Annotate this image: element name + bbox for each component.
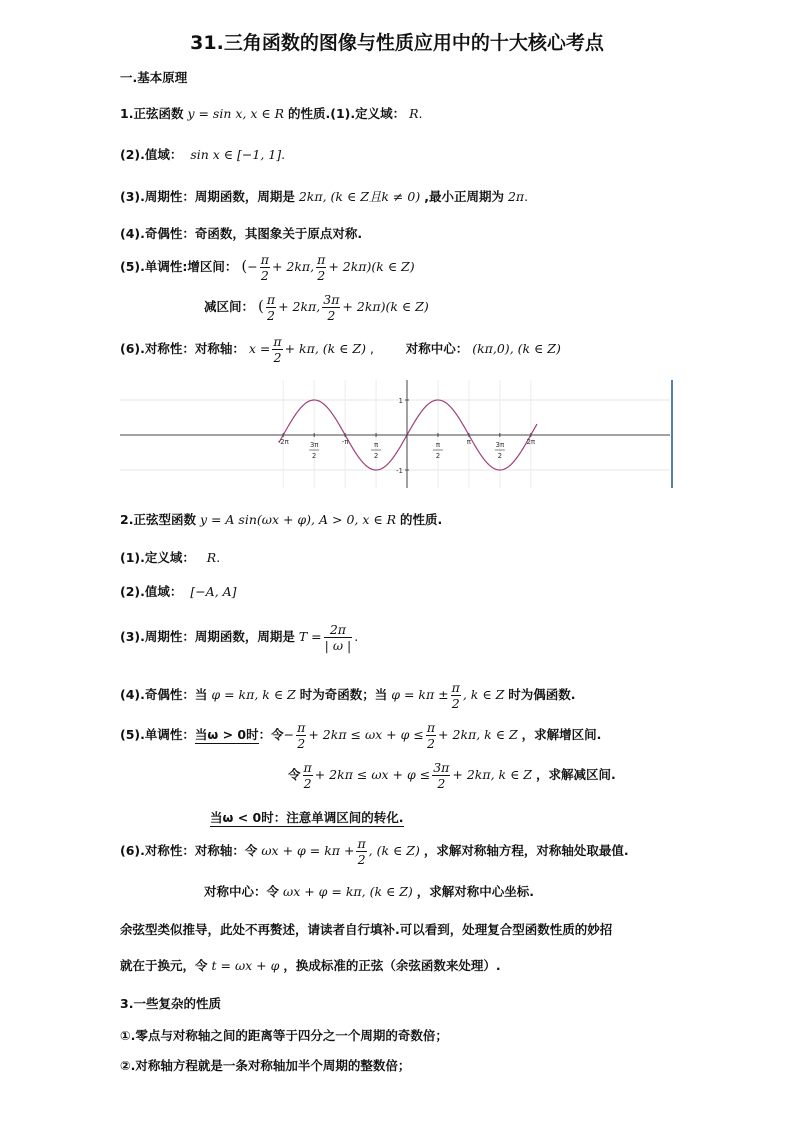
period-mark: .	[354, 629, 359, 644]
item-text: 时为偶函数.	[508, 687, 576, 702]
item-label: (6).对称性：对称轴：	[120, 341, 245, 356]
item-text: 的性质.	[400, 512, 443, 527]
item-label: (4).奇偶性：当	[120, 687, 208, 702]
list-item: ②.对称轴方程就是一条对称轴加半个周期的整数倍；	[120, 1058, 411, 1073]
x-tick-label: 2	[435, 452, 441, 460]
line-range-2	[120, 582, 237, 600]
item-text: ，求解减区间.	[535, 767, 616, 782]
period-mark: .	[281, 147, 286, 162]
list-item: ①.零点与对称轴之间的距离等于四分之一个周期的奇数倍；	[120, 1028, 448, 1043]
line-monotonic-increase: (5).单调性:增区间： (− $\frac{\pi}{2}$ + 2kπ, $\frac{\pi}{2}$ + 2kπ)(k ∈ Z)	[120, 252, 415, 283]
paragraph-line-2	[120, 956, 501, 974]
x-tick-label: π	[435, 441, 441, 449]
formula: (kπ,0), (k ∈ Z)	[472, 341, 561, 356]
line-sinusoid-properties	[120, 510, 442, 528]
formula: φ = kπ, k ∈ Z	[211, 687, 296, 702]
formula: φ = kπ ±	[391, 687, 449, 702]
formula: 2π	[507, 189, 525, 204]
x-tick-label: 2π	[526, 438, 536, 446]
fraction: $\frac{\pi}{2}$	[260, 252, 269, 283]
item-label: (3).周期性：周期函数，周期是	[120, 629, 295, 644]
x-tick-label: π	[466, 438, 471, 446]
line-range	[120, 145, 285, 163]
period-mark: .	[216, 550, 221, 565]
line-parity-2	[120, 680, 576, 711]
line-domain-2	[120, 548, 220, 566]
line-period-2	[120, 622, 358, 653]
y-tick-label: 1	[398, 397, 403, 405]
y-tick-label: -1	[396, 467, 403, 475]
formula: sin x ∈ [−1, 1]	[190, 147, 282, 162]
fraction: $\frac{\pi}{2}$	[317, 252, 326, 283]
formula: t = ωx + φ	[211, 958, 280, 973]
line-period	[120, 187, 528, 205]
line-symmetry: (6).对称性：对称轴： x = $\frac{\pi}{2}$ + kπ, (k ∈ Z) , 对称中心： (kπ,0), (k ∈ Z)	[120, 334, 561, 365]
x-tick-label: π	[373, 441, 379, 449]
line-monotonic-decrease: 减区间： ( $\frac{\pi}{2}$ + 2kπ, $\frac{3\pi}{2}$ + 2kπ)(k ∈ Z)	[204, 292, 429, 323]
period-mark: .	[418, 106, 423, 121]
line-condition-negative	[210, 808, 404, 826]
decrease-label: 减区间：	[204, 299, 255, 314]
center-label: 对称中心：	[405, 341, 469, 356]
item-label: (6).对称性：对称轴：令	[120, 843, 258, 858]
item-text: ，求解对称轴方程，对称轴处取最值.	[423, 843, 629, 858]
x-tick-label: 3π	[309, 441, 319, 449]
fraction: $\frac{\pi}{2}$	[266, 292, 276, 323]
page-title: 31.三角函数的图像与性质应用中的十大核心考点	[190, 32, 604, 54]
formula: 2kπ, (k ∈ Z且k ≠ 0)	[298, 189, 421, 204]
line-symmetry-center	[204, 882, 534, 900]
item-label: 1.正弦函数	[120, 106, 184, 121]
item-label: 2.正弦型函数	[120, 512, 196, 527]
paragraph-line-1: 余弦型类似推导，此处不再赘述，请读者自行填补.可以看到，处理复合型函数性质的妙招	[120, 922, 613, 937]
formula: ωx + φ = kπ, (k ∈ Z)	[283, 884, 413, 899]
item-text: ，求解增区间.	[521, 727, 602, 742]
fraction: $\frac{2\pi}{| \omega |}$	[324, 622, 352, 653]
line-parity: (4).奇偶性：奇函数，其图象关于原点对称.	[120, 226, 363, 241]
x-tick-label: 2	[497, 452, 503, 460]
formula: y = sin x, x ∈ R	[187, 106, 285, 121]
formula: R	[409, 106, 419, 121]
formula: y = A sin(ωx + φ), A > 0, x ∈ R	[199, 512, 397, 527]
fraction: $\frac{\pi}{2}$	[273, 334, 282, 365]
line-monotonic-2: (5).单调性：当ω > 0时：令− $\frac{\pi}{2}$ + 2kπ ≤ ωx + φ ≤ $\frac{\pi}{2}$ + 2kπ, k ∈ Z ，求解增区间.	[120, 720, 602, 751]
formula: R	[206, 550, 217, 565]
item-label: (1).定义域：	[120, 550, 195, 565]
fraction: $\frac{\pi}{2}$	[357, 836, 366, 867]
line-monotonic-2-decrease: 令 $\frac{\pi}{2}$ + 2kπ ≤ ωx + φ ≤ $\frac{3\pi}{2}$ + 2kπ, k ∈ Z ，求解减区间.	[288, 760, 616, 791]
fraction: $\frac{3\pi}{2}$	[433, 760, 450, 791]
x-tick-label: -π	[341, 438, 349, 446]
formula: T =	[298, 629, 322, 644]
item-text: ：令	[258, 727, 284, 742]
line-symmetry-2: (6).对称性：对称轴：令 ωx + φ = kπ + $\frac{\pi}{2}$ , (k ∈ Z) ，求解对称轴方程，对称轴处取最值.	[120, 836, 629, 867]
fraction: $\frac{\pi}{2}$	[303, 760, 312, 791]
section-heading-basics: 一.基本原理	[120, 70, 188, 85]
item-label: (5).单调性：	[120, 727, 195, 742]
item-text: ，换成标准的正弦（余弦函数来处理）.	[283, 958, 501, 973]
condition-positive: 当ω > 0时	[194, 727, 259, 742]
formula: [−A, A]	[190, 584, 237, 599]
fraction: $\frac{\pi}{2}$	[297, 720, 306, 751]
item-label: (5).单调性:	[120, 259, 188, 274]
item-text: 的性质.(1).定义域：	[288, 106, 406, 121]
fraction: $\frac{3\pi}{2}$	[323, 292, 340, 323]
fraction: $\frac{\pi}{2}$	[451, 680, 460, 711]
x-tick-label: 3π	[495, 441, 505, 449]
x-tick-label: 2	[311, 452, 317, 460]
x-tick-label: -2π	[277, 438, 289, 446]
item-text: 时为奇函数；当	[299, 687, 388, 702]
increase-label: 增区间：	[187, 259, 238, 274]
x-tick-label: 2	[373, 452, 379, 460]
section-heading-complex: 3.一些复杂的性质	[120, 996, 221, 1011]
fraction: $\frac{\pi}{2}$	[426, 720, 436, 751]
item-label: (2).值域：	[120, 147, 183, 162]
item-label: (3).周期性：周期函数，周期是	[120, 189, 295, 204]
sine-graph	[120, 380, 674, 488]
line-sine-properties	[120, 104, 423, 122]
center-label: 对称中心：令	[204, 884, 280, 899]
item-text: 就在于换元，令	[120, 958, 208, 973]
formula: , k ∈ Z	[462, 687, 505, 702]
condition-negative: 当ω < 0时：注意单调区间的转化.	[210, 810, 404, 825]
item-text: ,最小正周期为	[424, 189, 504, 204]
period-mark: .	[524, 189, 529, 204]
item-text: 令	[288, 767, 301, 782]
item-label: (2).值域：	[120, 584, 183, 599]
item-text: ，求解对称中心坐标.	[416, 884, 535, 899]
